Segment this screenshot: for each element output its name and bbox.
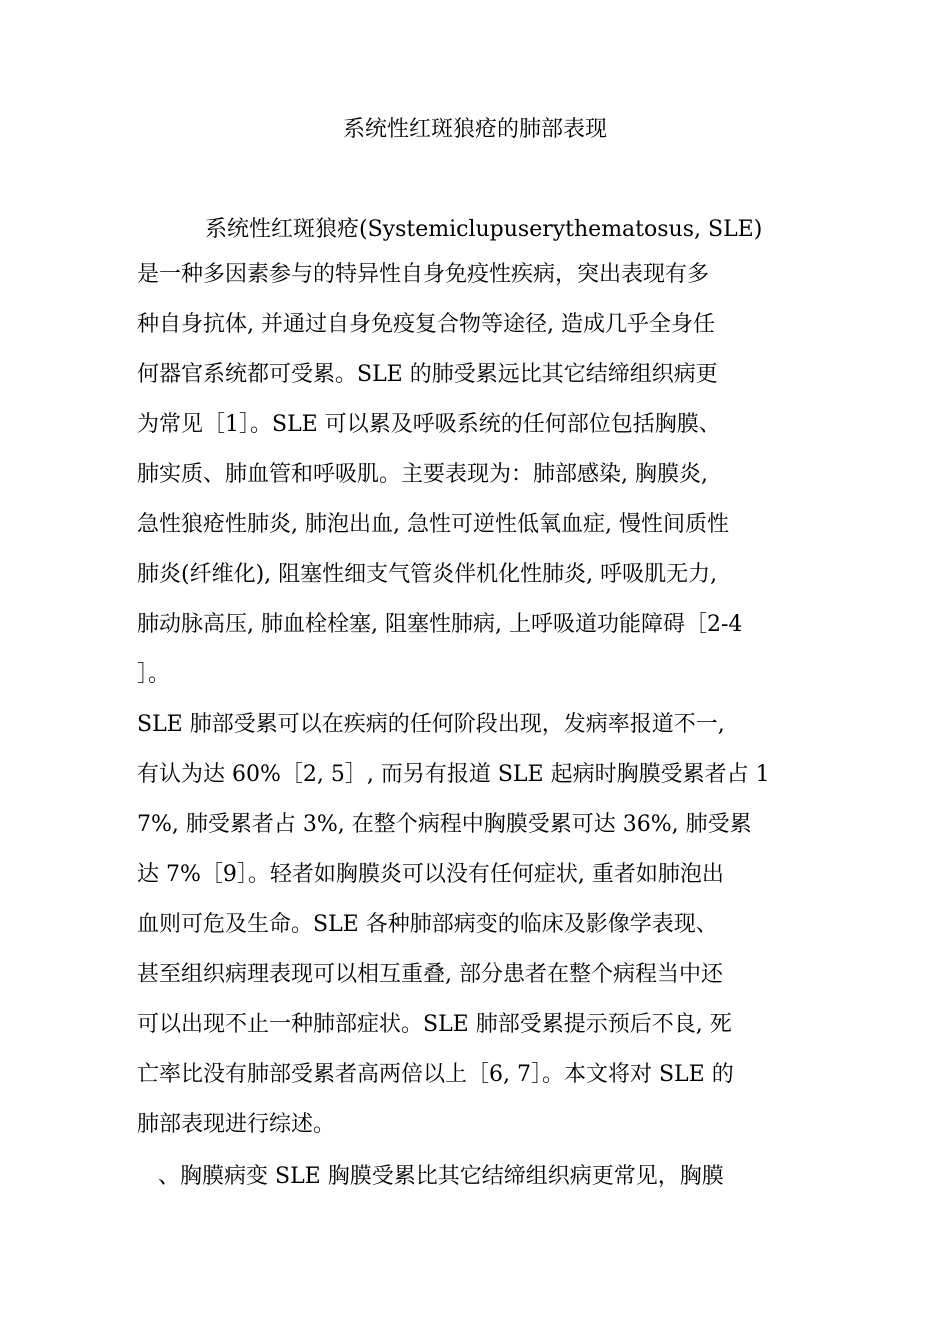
paragraph-line: 急性狼疮性肺炎, 肺泡出血, 急性可逆性低氧血症, 慢性间质性 — [137, 512, 729, 537]
paragraph-line: 为常见［1］。SLE 可以累及呼吸系统的任何部位包括胸膜、 — [137, 412, 721, 437]
paragraph-line: 甚至组织病理表现可以相互重叠, 部分患者在整个病程当中还 — [137, 962, 723, 987]
paragraph-line: 有认为达 60%［2, 5］, 而另有报道 SLE 起病时胸膜受累者占 1 — [137, 762, 770, 787]
section-heading-line: 、胸膜病变 SLE 胸膜受累比其它结缔组织病更常见，胸膜 — [158, 1164, 724, 1189]
paragraph-line: 肺实质、肺血管和呼吸肌。主要表现为：肺部感染, 胸膜炎, — [137, 462, 708, 487]
paragraph-line: 可以出现不止一种肺部症状。SLE 肺部受累提示预后不良, 死 — [137, 1012, 732, 1037]
paragraph-line: SLE 肺部受累可以在疾病的任何阶段出现，发病率报道不一, — [137, 712, 725, 737]
document-title: 系统性红斑狼疮的肺部表现 — [342, 117, 607, 142]
paragraph-line: 肺炎(纤维化), 阻塞性细支气管炎伴机化性肺炎, 呼吸肌无力, — [137, 562, 718, 587]
paragraph-line: 达 7%［9］。轻者如胸膜炎可以没有任何症状, 重者如肺泡出 — [137, 862, 724, 887]
paragraph-line: 种自身抗体, 并通过自身免疫复合物等途径, 造成几乎全身任 — [137, 312, 715, 337]
paragraph-line: 血则可危及生命。SLE 各种肺部病变的临床及影像学表现、 — [137, 912, 718, 937]
paragraph-line: 7%, 肺受累者占 3%, 在整个病程中胸膜受累可达 36%, 肺受累 — [137, 812, 752, 837]
paragraph-line: 是一种多因素参与的特异性自身免疫性疾病，突出表现有多 — [137, 262, 710, 287]
paragraph-line: 何器官系统都可受累。SLE 的肺受累远比其它结缔组织病更 — [137, 362, 718, 387]
paragraph-line: ］。 — [137, 662, 171, 687]
paragraph-line: 肺部表现进行综述。 — [137, 1112, 336, 1137]
paragraph-line: 肺动脉高压, 肺血栓栓塞, 阻塞性肺病, 上呼吸道功能障碍［2-4 — [137, 612, 743, 637]
paragraph-line: 亡率比没有肺部受累者高两倍以上［6, 7］。本文将对 SLE 的 — [137, 1062, 734, 1087]
paragraph-line: 系统性红斑狼疮(Systemiclupuserythematosus, SLE) — [205, 217, 763, 242]
